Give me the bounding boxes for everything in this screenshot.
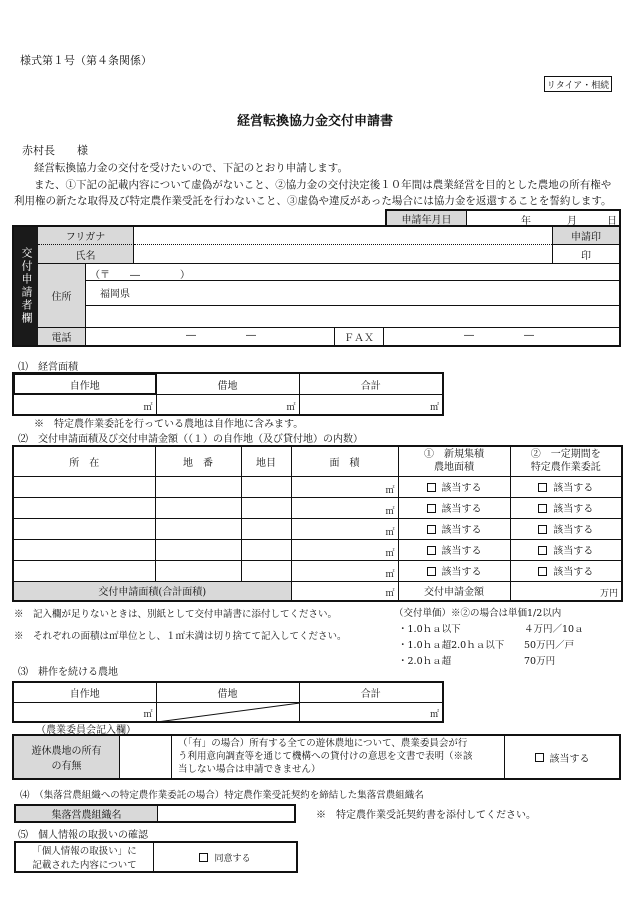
name-label: 氏名 [38,245,134,264]
section2-note2: ※ それぞれの面積は㎡単位とし、１㎡未満は切り捨てて記入してください。 [14,631,347,642]
section2-title: ⑵ 交付申請面積及び交付申請金額（（１）の自作地（及び貸付地）の内数） [18,434,363,445]
idle-land-label-line2: の有無 [51,761,82,772]
management-area-table [12,372,444,416]
agree-label: 同意する [214,853,251,864]
section5-title: ⑸ 個人情報の取扱いの確認 [18,830,148,841]
privacy-label [16,843,154,871]
committee-text-2: う利用意向調査等を通じて機構への貸付けの意思を文書で表明（※該 [178,751,473,762]
seal-mark[interactable]: 印 [552,245,619,264]
s2-option1-checkbox[interactable] [398,476,510,497]
s2-header-area: 面 積 [291,446,398,476]
applies-label: 該当する [549,753,590,765]
rate-1-value: ４万円／10ａ [524,624,584,635]
section3-title: ⑶ 耕作を続ける農地 [18,667,118,678]
s2-option2-checkbox[interactable] [510,518,622,539]
checkbox-icon [427,504,436,513]
s2-header-option2 [510,446,622,476]
intro-line-3: 利用権の新たな取得及び特定農作業受託を行わないこと、③虚偽や違反があった場合には協力金を返還することを誓約します。 [14,195,612,207]
committee-description [174,737,502,777]
s2-lot-input[interactable] [155,518,241,539]
checkbox-icon [199,853,208,862]
strike-line [157,703,300,722]
s2-option2-checkbox[interactable] [510,539,622,560]
continuing-farmland-table [12,681,444,723]
s2-header-category: 地目 [241,446,291,476]
section4-note: ※ 特定農作業受託契約書を添付してください。 [316,810,536,821]
phone-dash-1: ― [186,330,196,341]
s2-area-input[interactable]: ㎡ [291,560,398,581]
s1-header-leased: 借地 [156,373,299,395]
fax-dash-2: ― [524,330,534,341]
table-row [13,539,622,560]
checkbox-icon [427,525,436,534]
date-month: 月 [567,216,577,227]
rate-title: （交付単価）※②の場合は単価1/2以内 [394,608,562,619]
collective-org-label: 集落営農組織名 [16,806,158,821]
s3-owned-input[interactable]: ㎡ [13,702,156,722]
rate-1-label: ・1.0ｈａ以下 [398,624,461,635]
checkbox-icon [538,483,547,492]
s2-option1-checkbox[interactable] [398,539,510,560]
s3-leased-struck [156,702,299,722]
fax-input[interactable] [384,328,619,345]
s2-header-lot: 地 番 [155,446,241,476]
s2-opt2-line1: ② 一定期間を [530,449,601,461]
s2-area-input[interactable]: ㎡ [291,476,398,497]
checkbox-icon [538,546,547,555]
section4-title: ⑷ （集落営農組織への特定農作業委託の場合）特定農作業受託契約を締結した集落営農組織名 [20,790,424,801]
rate-2-label: ・1.0ｈａ超2.0ｈａ以下 [398,640,505,651]
s2-lot-input[interactable] [155,476,241,497]
s2-location-input[interactable] [13,497,155,518]
applicant-side-text: 交付申請者欄 [20,247,33,325]
applicant-section [12,225,621,347]
s2-area-input[interactable]: ㎡ [291,539,398,560]
addressee: 赤村長 様 [22,144,88,157]
page-title: 経営転換協力金交付申請書 [236,114,393,129]
category-stamp: リタイア・相続 [544,76,612,92]
date-day: 日 [607,216,617,227]
table-row [13,518,622,539]
committee-text-1: （「有」の場合）所有する全ての遊休農地について、農業委員会が行 [178,738,468,749]
phone-label: 電話 [38,328,86,345]
s1-header-total: 合計 [299,373,443,395]
s2-option2-checkbox[interactable] [510,497,622,518]
section2-note1: ※ 記入欄が足りないときは、別紙として交付申請書に添付してください。 [14,609,338,620]
checkbox-icon [427,483,436,492]
committee-text-3: 当しない場合は申請できません） [178,764,321,775]
s2-header-option1 [398,446,510,476]
applicant-side-label [14,227,38,345]
application-date-label: 申請年月日 [387,211,467,225]
rate-3-label: ・2.0ｈａ超 [398,656,452,667]
furigana-label: フリガナ [38,227,134,245]
s2-category-input[interactable] [241,560,291,581]
s2-location-input[interactable] [13,539,155,560]
committee-title: （農業委員会記入欄） [36,725,136,736]
s2-option2-checkbox[interactable] [510,476,622,497]
s2-option2-checkbox[interactable] [510,560,622,581]
applies-label: 該当する [441,525,482,536]
applies-label: 該当する [441,483,482,494]
s2-opt1-line2: 農地面積 [434,462,474,474]
privacy-label-line2: 記載された内容について [32,860,137,871]
applies-label: 該当する [441,546,482,557]
s2-opt1-line1: ① 新規集積 [424,449,484,461]
s2-header-location: 所 在 [13,446,155,476]
address-label: 住所 [38,264,86,328]
s3-header-total: 合計 [299,682,443,702]
s3-total-input[interactable]: ㎡ [299,702,443,722]
section1-note: ※ 特定農作業委託を行っている農地は自作地に含みます。 [34,419,304,430]
s2-area-input[interactable]: ㎡ [291,518,398,539]
committee-applies-checkbox[interactable] [504,736,619,778]
idle-land-input[interactable] [120,736,172,778]
collective-org-input[interactable] [158,806,294,821]
s2-location-input[interactable] [13,518,155,539]
checkbox-icon [535,753,544,762]
seal-label: 申請印 [552,227,619,245]
address-prefecture[interactable]: 福岡県 [86,281,619,306]
privacy-label-line1: 「個人情報の取扱い」に [32,846,137,857]
s2-category-input[interactable] [241,497,291,518]
committee-section [12,734,621,780]
applies-label: 該当する [553,546,594,557]
privacy-agree-checkbox[interactable] [154,843,296,871]
fax-dash-1: ― [464,330,474,341]
s2-lot-input[interactable] [155,539,241,560]
applies-label: 該当する [441,504,482,515]
section1-title: ⑴ 経営面積 [18,362,78,373]
date-year: 年 [521,216,531,227]
application-area-table [12,445,623,602]
phone-input[interactable] [86,328,334,345]
intro-line-1: 経営転換協力金の交付を受けたいので、下記のとおり申請します。 [34,162,348,174]
checkbox-icon [538,567,547,576]
checkbox-icon [538,504,547,513]
s2-option1-checkbox[interactable] [398,497,510,518]
s3-header-owned: 自作地 [13,682,156,702]
s2-location-input[interactable] [13,476,155,497]
privacy-consent-row [14,841,298,873]
address-line-input[interactable] [86,306,619,328]
applies-label: 該当する [553,504,594,515]
s2-lot-input[interactable] [155,497,241,518]
checkbox-icon [538,525,547,534]
s2-total-label: 交付申請面積(合計面積) [13,581,291,601]
s2-lot-input[interactable] [155,560,241,581]
s1-leased-input[interactable]: ㎡ [156,395,299,415]
rate-2-value: 50万円／戸 [524,640,575,651]
table-row [13,476,622,497]
s2-amount-label: 交付申請金額 [398,581,510,601]
idle-land-label [14,736,120,778]
s3-header-leased: 借地 [156,682,299,702]
idle-land-label-line1: 遊休農地の所有 [31,746,102,757]
applies-label: 該当する [553,567,594,578]
s1-total-input[interactable]: ㎡ [299,395,443,415]
checkbox-icon [427,567,436,576]
s2-location-input[interactable] [13,560,155,581]
applies-label: 該当する [553,525,594,536]
name-input[interactable] [134,245,552,264]
phone-dash-2: ― [246,330,256,341]
s1-header-owned: 自作地 [14,374,156,394]
form-number: 様式第１号（第４条関係） [20,54,152,67]
s2-option1-checkbox[interactable] [398,518,510,539]
table-row [13,497,622,518]
applies-label: 該当する [441,567,482,578]
s2-opt2-line2: 特定農作業委託 [530,462,601,474]
intro-line-2: また、①下記の記載内容について虚偽がないこと、②協力金の交付決定後１０年間は農業経営を目的とした農地の所有権や [34,179,612,191]
s2-amount-input[interactable]: 万円 [510,581,622,601]
postal-code-field[interactable]: （〒 ― ） [86,264,619,281]
furigana-input[interactable] [134,227,552,245]
table-row [13,560,622,581]
s2-total-area-input[interactable]: ㎡ [291,581,398,601]
s2-category-input[interactable] [241,518,291,539]
checkbox-icon [427,546,436,555]
applies-label: 該当する [553,483,594,494]
s2-area-input[interactable]: ㎡ [291,497,398,518]
s2-option1-checkbox[interactable] [398,560,510,581]
collective-org-row [14,804,296,823]
rate-3-value: 70万円 [524,656,556,667]
s1-owned-input[interactable]: ㎡ [13,395,156,415]
s2-category-input[interactable] [241,476,291,497]
s2-category-input[interactable] [241,539,291,560]
fax-label: ＦＡＸ [334,328,384,345]
